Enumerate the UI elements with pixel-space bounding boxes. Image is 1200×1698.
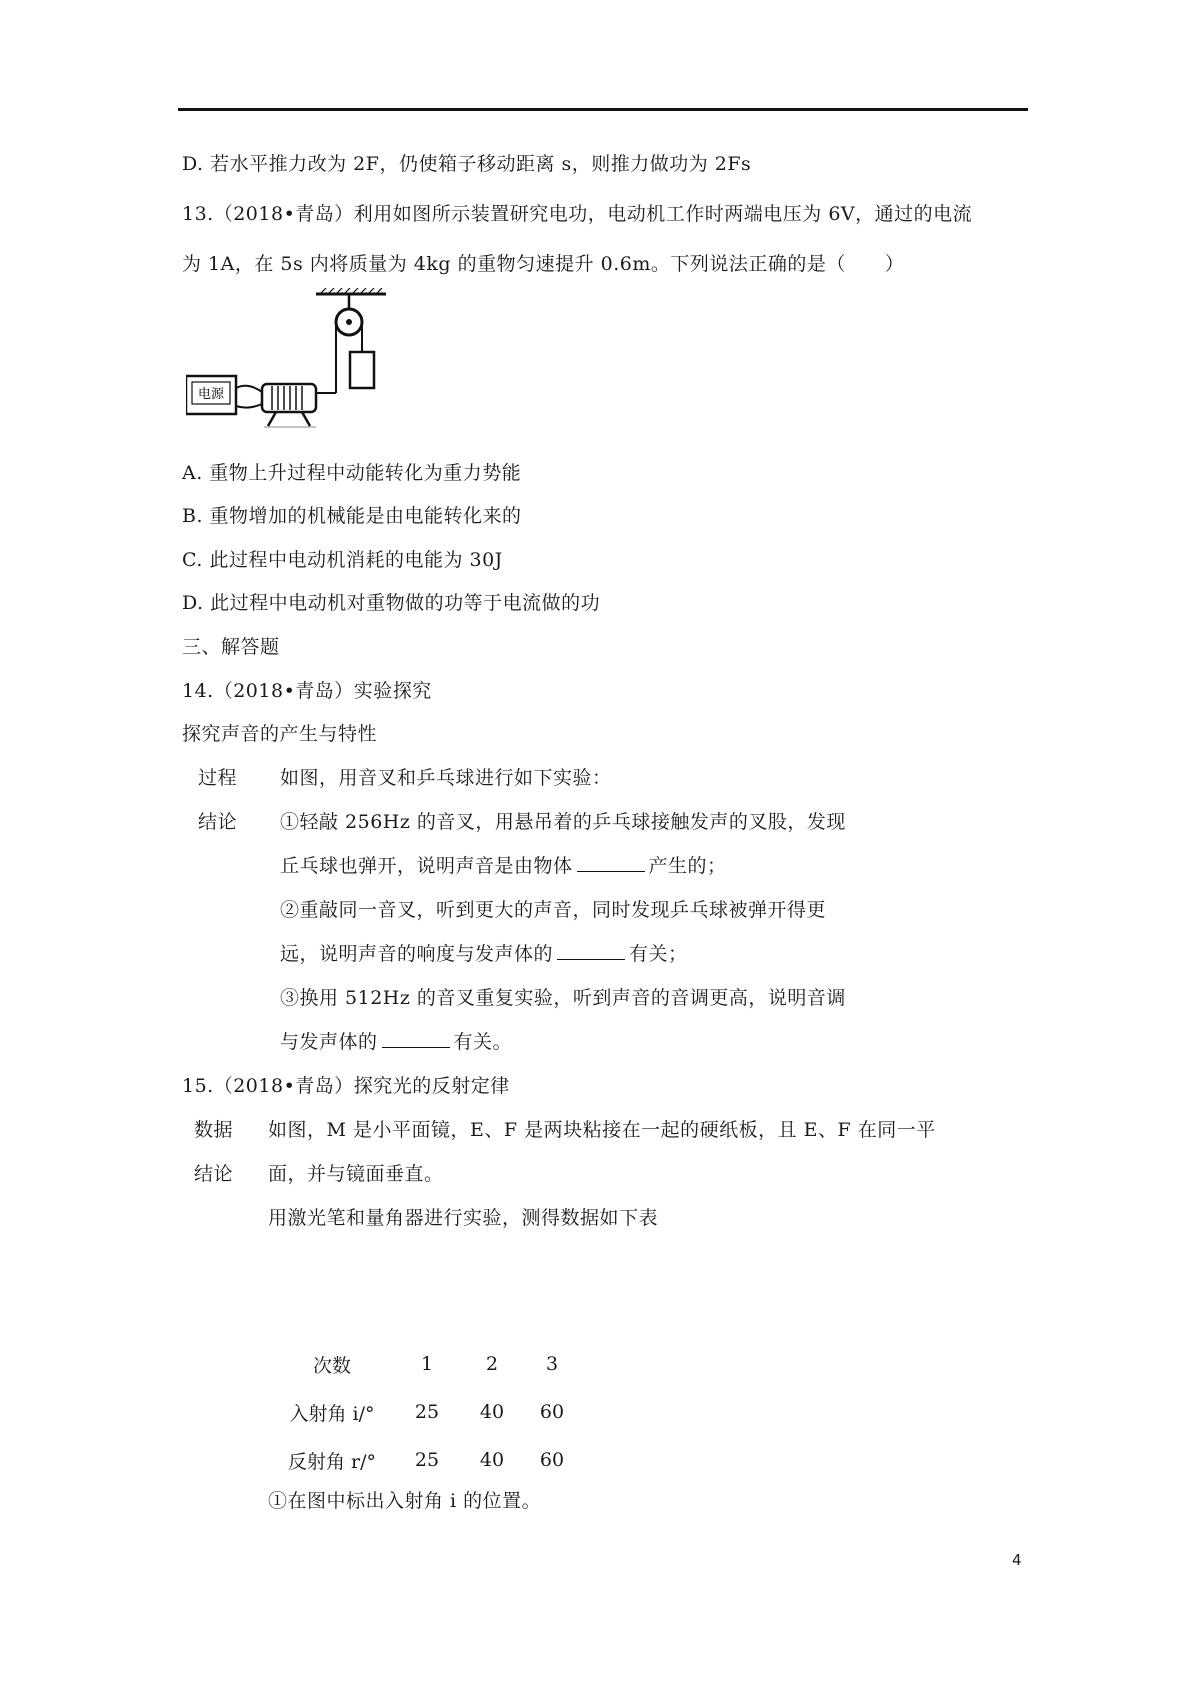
table-cell: 40: [479, 1449, 505, 1471]
label-process: 过程: [198, 767, 238, 789]
data-text-line-1: 如图，M 是小平面镜，E、F 是两块粘接在一起的硬纸板，且 E、F 在同一平: [268, 1119, 936, 1141]
table-cell: 反射角 r/°: [287, 1450, 377, 1473]
table-cell: 25: [414, 1449, 440, 1471]
question-13-line-1: 13.（2018•青岛）利用如图所示装置研究电功，电动机工作时两端电压为 6V，通过的电流: [182, 203, 973, 225]
question-14-subtitle: 探究声音的产生与特性: [182, 723, 378, 745]
question-14-title: 14.（2018•青岛）实验探究: [182, 680, 432, 702]
answer-blank-1[interactable]: [577, 853, 645, 872]
wire-bottom: [236, 404, 262, 408]
label-conclusion-2: 结论: [194, 1163, 234, 1185]
label-data: 数据: [194, 1119, 234, 1141]
conclusion-2-line-2: 远，说明声音的响度与发声体的 有关；: [280, 943, 688, 965]
instruction-text: ①在图中标出入射角 i 的位置。: [268, 1490, 542, 1512]
table-cell: 1: [420, 1353, 434, 1375]
label-conclusion: 结论: [198, 811, 238, 833]
weight-block: [350, 352, 374, 388]
table-row: [272, 1388, 582, 1436]
table-cell: 25: [414, 1401, 440, 1423]
option-d-q13: D. 此过程中电动机对重物做的功等于电流做的功: [182, 592, 601, 614]
motor-leg-right: [302, 412, 310, 426]
table-cell: 40: [479, 1401, 505, 1423]
option-b-q13: B. 重物增加的机械能是由电能转化来的: [182, 505, 522, 527]
section-heading: 三、解答题: [182, 636, 280, 658]
conclusion-1-line-1: ①轻敲 256Hz 的音叉，用悬吊着的乒乓球接触发声的叉股，发现: [280, 811, 846, 833]
answer-blank-2[interactable]: [557, 941, 625, 960]
conclusion-1-line-2: 丘乓球也弹开，说明声音是由物体 产生的；: [280, 855, 727, 877]
power-label: 电源: [197, 387, 225, 402]
option-a-q13: A. 重物上升过程中动能转化为重力势能: [182, 462, 522, 484]
process-text: 如图，用音叉和乒乓球进行如下实验：: [280, 767, 612, 789]
table-cell: 次数: [312, 1354, 351, 1377]
conclusion-3-line-1: ③换用 512Hz 的音叉重复实验，听到声音的音调更高，说明音调: [280, 987, 846, 1009]
experiment-text: 用激光笔和量角器进行实验，测得数据如下表: [268, 1207, 659, 1229]
motor-leg-left: [268, 412, 276, 426]
conclusion-3-line-2: 与发声体的 有关。: [280, 1031, 513, 1053]
question-15-title: 15.（2018•青岛）探究光的反射定律: [182, 1075, 510, 1097]
motor-pulley-figure: [186, 288, 386, 468]
table-cell: 2: [485, 1353, 499, 1375]
table-cell: 60: [539, 1401, 565, 1423]
answer-blank-3[interactable]: [382, 1029, 450, 1048]
table-cell: 60: [539, 1449, 565, 1471]
question-13-line-2: 为 1A，在 5s 内将质量为 4kg 的重物匀速提升 0.6m。下列说法正确的是（ ）: [182, 253, 905, 275]
conclusion-2-line-1: ②重敲同一音叉，听到更大的声音，同时发现乒乓球被弹开得更: [280, 899, 827, 921]
page-number: 4: [1012, 1551, 1022, 1569]
reflection-data-table: [272, 1340, 582, 1484]
wire-top: [236, 386, 262, 392]
table-row: [272, 1436, 582, 1484]
table-row-header: [272, 1340, 582, 1388]
electric-motor: [262, 384, 316, 412]
data-text-line-2: 面，并与镜面垂直。: [268, 1163, 444, 1185]
header-rule: [178, 108, 1028, 111]
option-d-q12: D. 若水平推力改为 2F，仍使箱子移动距离 s，则推力做功为 2Fs: [182, 153, 752, 175]
table-cell: 入射角 i/°: [289, 1402, 375, 1425]
table-cell: 3: [545, 1353, 559, 1375]
option-c-q13: C. 此过程中电动机消耗的电能为 30J: [182, 549, 503, 571]
